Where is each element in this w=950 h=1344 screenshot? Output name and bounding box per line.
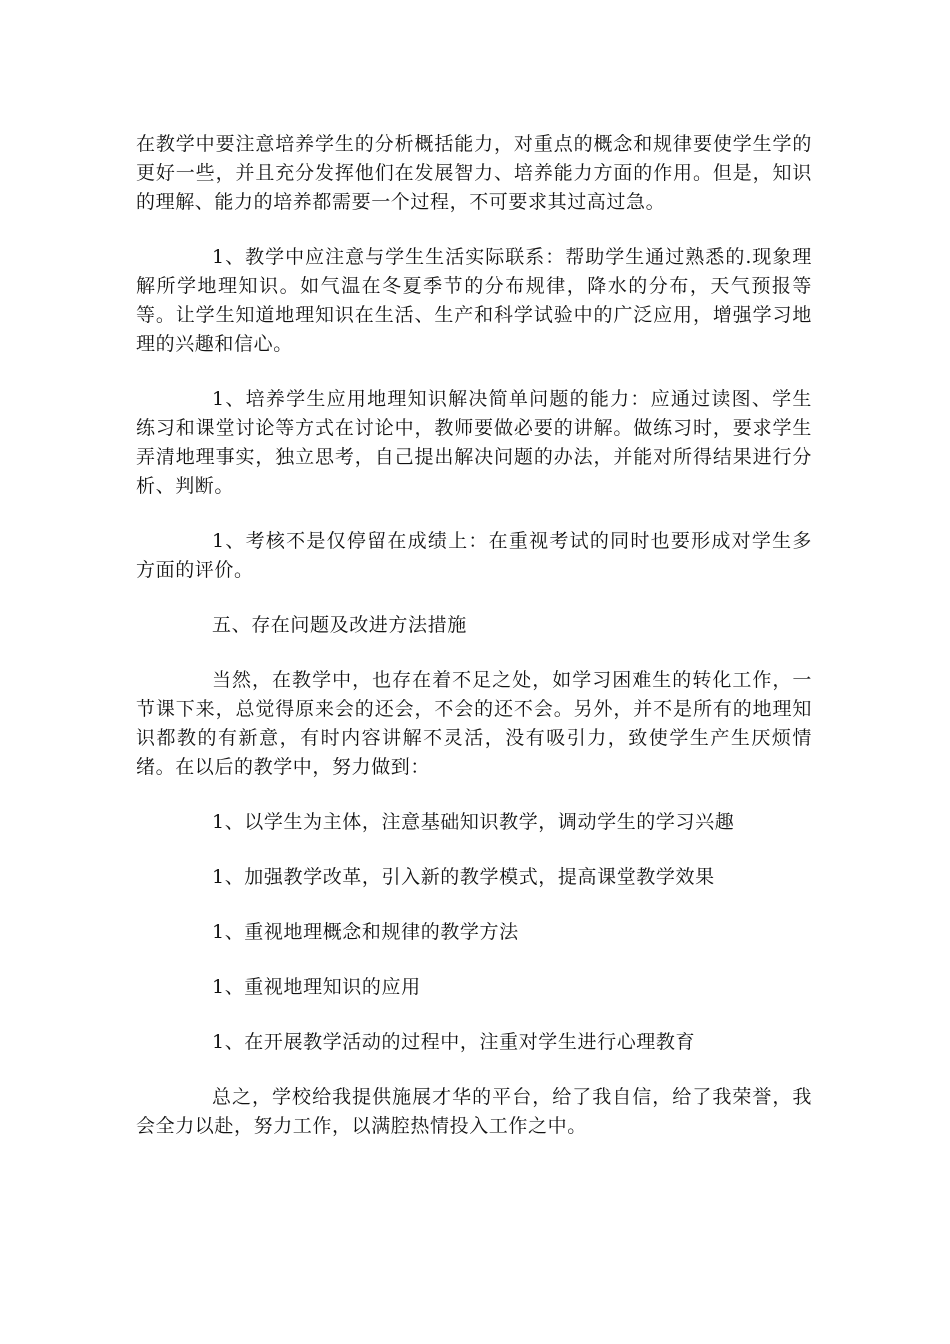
list-item-concepts-methods: 1、重视地理概念和规律的教学方法 xyxy=(212,921,519,943)
paragraph-conclusion: 总之，学校给我提供施展才华的平台，给了我自信，给了我荣誉，我会全力以赴，努力工作，以满腔热情投入工作之中。 xyxy=(136,1086,812,1137)
paragraph-problem-solving: 1、培养学生应用地理知识解决简单问题的能力：应通过读图、学生练习和课堂讨论等方式在讨论中，教师要做必要的讲解。做练习时，要求学生弄清地理事实，独立思考，自己提出解决问题的办法，并能对所得结果进行分析、判断。 xyxy=(136,388,812,497)
paragraph-intro: 在教学中要注意培养学生的分析概括能力，对重点的概念和规律要使学生学的更好一些，并且充分发挥他们在发展智力、培养能力方面的作用。但是，知识的理解、能力的培养都需要一个过程，不可要求其过高过急。 xyxy=(136,133,812,213)
paragraph-shortcomings: 当然，在教学中，也存在着不足之处，如学习困难生的转化工作，一节课下来，总觉得原来会的还会，不会的还不会。另外，并不是所有的地理知识都教的有新意，有时内容讲解不灵活，没有吸引力，致使学生产生厌烦情绪。在以后的教学中，努力做到： xyxy=(136,669,812,778)
list-item-teaching-reform: 1、加强教学改革，引入新的教学模式，提高课堂教学效果 xyxy=(212,866,715,888)
list-item-knowledge-application: 1、重视地理知识的应用 xyxy=(212,976,421,998)
paragraph-life-connection: 1、教学中应注意与学生生活实际联系：帮助学生通过熟悉的.现象理解所学地理知识。如气温在冬夏季节的分布规律，降水的分布，天气预报等等。让学生知道地理知识在生活、生产和科学试验中的广泛应用，增强学习地理的兴趣和信心。 xyxy=(136,246,812,355)
document-body xyxy=(136,130,812,1167)
list-item-student-centered: 1、以学生为主体，注意基础知识教学，调动学生的学习兴趣 xyxy=(212,811,735,833)
list-item-psychological-education: 1、在开展教学活动的过程中，注重对学生进行心理教育 xyxy=(212,1031,696,1053)
paragraph-assessment: 1、考核不是仅停留在成绩上：在重视考试的同时也要形成对学生多方面的评价。 xyxy=(136,530,812,581)
section-heading-problems: 五、存在问题及改进方法措施 xyxy=(212,614,467,636)
